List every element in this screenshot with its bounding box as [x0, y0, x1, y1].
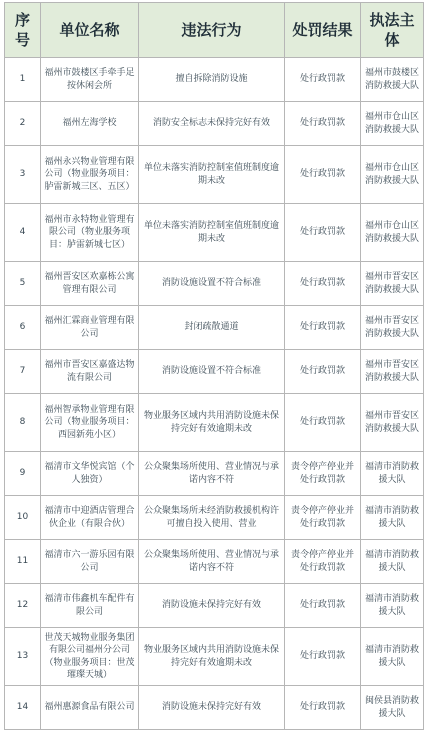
header-result: 处罚结果: [285, 3, 361, 58]
cell-authority: 福州市鼓楼区消防救援大队: [361, 58, 424, 102]
penalty-table: [4, 2, 424, 730]
table-row: [5, 540, 424, 584]
cell-unit: 福州市晋安区嘉盛达物流有限公司: [41, 350, 139, 394]
cell-violation: 封闭疏散通道: [139, 306, 285, 350]
cell-num: 7: [5, 350, 41, 394]
cell-violation: 物业服务区域内共用消防设施未保持完好有效逾期未改: [139, 394, 285, 452]
cell-num: 3: [5, 146, 41, 204]
header-unit: 单位名称: [41, 3, 139, 58]
cell-result: 处行政罚款: [285, 584, 361, 628]
cell-num: 4: [5, 204, 41, 262]
cell-result: 处行政罚款: [285, 146, 361, 204]
cell-num: 1: [5, 58, 41, 102]
cell-authority: 福清市消防救援大队: [361, 496, 424, 540]
table-row: [5, 102, 424, 146]
cell-authority: 福清市消防救援大队: [361, 584, 424, 628]
table-row: [5, 628, 424, 686]
cell-authority: 福州市晋安区消防救援大队: [361, 306, 424, 350]
cell-authority: 闽侯县消防救援大队: [361, 686, 424, 730]
table-row: [5, 204, 424, 262]
cell-result: 责令停产停业并处行政罚款: [285, 496, 361, 540]
cell-violation: 消防设施设置不符合标准: [139, 350, 285, 394]
cell-result: 处行政罚款: [285, 350, 361, 394]
cell-num: 12: [5, 584, 41, 628]
table-row: [5, 584, 424, 628]
table-row: [5, 306, 424, 350]
header-authority: 执法主体: [361, 3, 424, 58]
header-row: [5, 3, 424, 58]
cell-result: 处行政罚款: [285, 686, 361, 730]
header-violation: 违法行为: [139, 3, 285, 58]
cell-violation: 擅自拆除消防设施: [139, 58, 285, 102]
cell-num: 8: [5, 394, 41, 452]
cell-unit: 福州智承物业管理有限公司（物业服务项目：西园新苑小区）: [41, 394, 139, 452]
cell-num: 11: [5, 540, 41, 584]
cell-num: 5: [5, 262, 41, 306]
table-row: [5, 394, 424, 452]
cell-violation: 消防设施设置不符合标准: [139, 262, 285, 306]
cell-violation: 物业服务区域内共用消防设施未保持完好有效逾期未改: [139, 628, 285, 686]
cell-authority: 福清市消防救援大队: [361, 540, 424, 584]
cell-result: 处行政罚款: [285, 628, 361, 686]
cell-num: 9: [5, 452, 41, 496]
table-row: [5, 262, 424, 306]
cell-unit: 福州晋安区欢嘉栋公寓管理有限公司: [41, 262, 139, 306]
cell-unit: 福州市永特物业管理有限公司（物业服务项目：胪雷新城七区）: [41, 204, 139, 262]
cell-violation: 公众聚集场所未经消防救援机构许可擅自投入使用、营业: [139, 496, 285, 540]
table-row: [5, 58, 424, 102]
cell-unit: 福州市鼓楼区手牵手足按休闲会所: [41, 58, 139, 102]
cell-unit: 福清市伟鑫机车配件有限公司: [41, 584, 139, 628]
cell-authority: 福州市晋安区消防救援大队: [361, 394, 424, 452]
cell-authority: 福州市晋安区消防救援大队: [361, 262, 424, 306]
cell-result: 责令停产停业并处行政罚款: [285, 540, 361, 584]
cell-unit: 福清市六一游乐园有限公司: [41, 540, 139, 584]
cell-unit: 福州惠源食品有限公司: [41, 686, 139, 730]
cell-unit: 福清市文华悦宾馆（个人独资）: [41, 452, 139, 496]
table-row: [5, 496, 424, 540]
cell-result: 处行政罚款: [285, 58, 361, 102]
table-row: [5, 350, 424, 394]
cell-violation: 消防设施未保持完好有效: [139, 686, 285, 730]
cell-unit: 福清市中迎酒店管理合伙企业（有限合伙）: [41, 496, 139, 540]
cell-authority: 福州市仓山区消防救援大队: [361, 204, 424, 262]
cell-authority: 福州市晋安区消防救援大队: [361, 350, 424, 394]
header-num: 序号: [5, 3, 41, 58]
cell-unit: 福州汇霖商业管理有限公司: [41, 306, 139, 350]
cell-violation: 单位未落实消防控制室值班制度逾期未改: [139, 204, 285, 262]
cell-num: 14: [5, 686, 41, 730]
cell-num: 6: [5, 306, 41, 350]
cell-violation: 单位未落实消防控制室值班制度逾期未改: [139, 146, 285, 204]
cell-authority: 福州市仓山区消防救援大队: [361, 102, 424, 146]
cell-violation: 消防设施未保持完好有效: [139, 584, 285, 628]
cell-unit: 福州永兴物业管理有限公司（物业服务项目：胪雷新城三区、五区）: [41, 146, 139, 204]
table-row: [5, 146, 424, 204]
table-row: [5, 686, 424, 730]
cell-num: 10: [5, 496, 41, 540]
cell-unit: 福州左海学校: [41, 102, 139, 146]
table-row: [5, 452, 424, 496]
cell-authority: 福州市仓山区消防救援大队: [361, 146, 424, 204]
cell-result: 处行政罚款: [285, 306, 361, 350]
cell-violation: 消防安全标志未保持完好有效: [139, 102, 285, 146]
cell-num: 13: [5, 628, 41, 686]
cell-result: 处行政罚款: [285, 102, 361, 146]
cell-authority: 福清市消防救援大队: [361, 628, 424, 686]
cell-violation: 公众聚集场所使用、营业情况与承诺内容不符: [139, 540, 285, 584]
cell-result: 处行政罚款: [285, 204, 361, 262]
cell-num: 2: [5, 102, 41, 146]
cell-result: 处行政罚款: [285, 262, 361, 306]
cell-unit: 世茂天城物业服务集团有限公司福州分公司（物业服务项目：世茂璀璨天城）: [41, 628, 139, 686]
cell-result: 责令停产停业并处行政罚款: [285, 452, 361, 496]
cell-violation: 公众聚集场所使用、营业情况与承诺内容不符: [139, 452, 285, 496]
cell-authority: 福清市消防救援大队: [361, 452, 424, 496]
cell-result: 处行政罚款: [285, 394, 361, 452]
